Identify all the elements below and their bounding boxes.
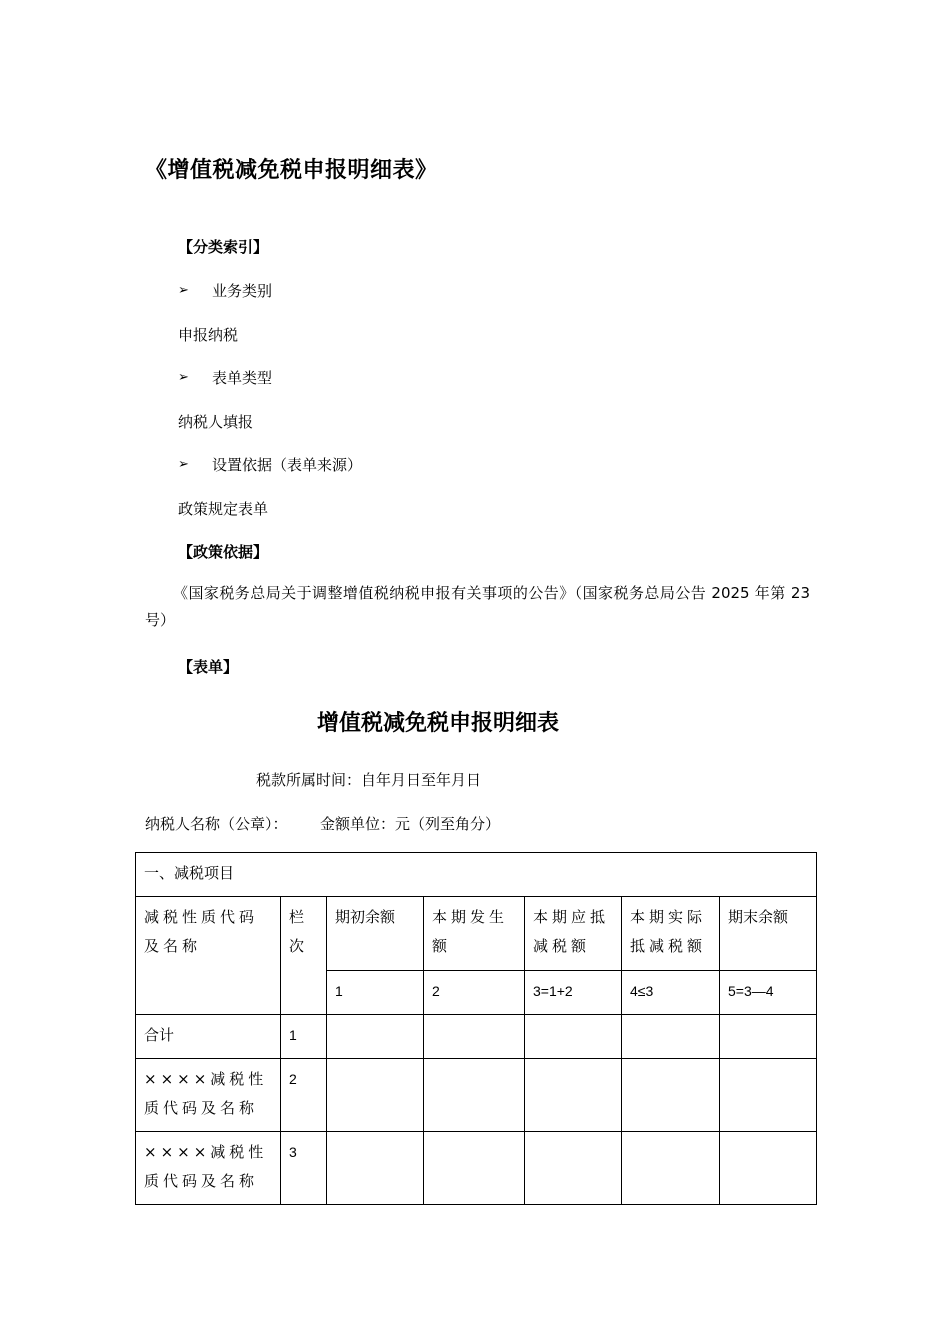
section-title-cell: 一、减税项目 (136, 853, 817, 897)
policy-text: 《国家税务总局关于调整增值税纳税申报有关事项的公告》（国家税务总局公告 2025 年第 23 号） (145, 584, 810, 629)
row-line: 3 (281, 1132, 327, 1205)
table-row (136, 1015, 817, 1059)
classification-item-basis (178, 454, 362, 475)
taxpayer-name-label: 纳税人名称（公章）： (145, 815, 288, 833)
row-line: 1 (281, 1015, 327, 1059)
header-opening-balance: 期初余额 (327, 897, 424, 971)
classification-value: 纳税人填报 (178, 413, 254, 431)
tax-period: 税款所属时间：自年月日至年月日 (256, 771, 482, 789)
header-line: 栏次 (281, 897, 327, 1015)
row-name: ××××减税性质代码及名称 (136, 1059, 281, 1132)
classification-label: 业务类别 (212, 282, 273, 300)
classification-label: 表单类型 (212, 369, 273, 387)
actual-input[interactable] (622, 1059, 720, 1132)
classification-value: 申报纳税 (178, 326, 239, 344)
closing-input[interactable] (720, 1132, 817, 1205)
current-input[interactable] (424, 1132, 525, 1205)
arrow-bullet-icon: ➢ (178, 370, 189, 385)
classification-item-business (178, 280, 272, 301)
formula-cell: 5=3—4 (720, 971, 817, 1015)
row-name: ××××减税性质代码及名称 (136, 1132, 281, 1205)
tax-reduction-table (135, 852, 817, 1205)
policy-heading: 【政策依据】 (178, 543, 269, 561)
closing-input[interactable] (720, 1059, 817, 1132)
header-code-name: 减税性质代码及名称 (136, 897, 281, 1015)
actual-input[interactable] (622, 1015, 720, 1059)
row-name: 合计 (136, 1015, 281, 1059)
deductible-input[interactable] (525, 1015, 622, 1059)
formula-cell: 2 (424, 971, 525, 1015)
document-title: 《增值税减免税申报明细表》 (145, 158, 438, 183)
amount-unit: 金额单位：元（列至角分） (320, 815, 501, 833)
table-row (136, 1132, 817, 1205)
current-input[interactable] (424, 1059, 525, 1132)
opening-input[interactable] (327, 1132, 424, 1205)
classification-item-form-type (178, 367, 272, 388)
formula-cell: 3=1+2 (525, 971, 622, 1015)
header-current-amount: 本期发生额 (424, 897, 525, 971)
formula-cell: 4≤3 (622, 971, 720, 1015)
header-closing-balance: 期末余额 (720, 897, 817, 971)
deductible-input[interactable] (525, 1132, 622, 1205)
formula-cell: 1 (327, 971, 424, 1015)
classification-value: 政策规定表单 (178, 500, 269, 518)
classification-label: 设置依据（表单来源） (212, 456, 363, 474)
closing-input[interactable] (720, 1015, 817, 1059)
form-heading: 【表单】 (178, 658, 239, 676)
header-deductible: 本期应抵减税额 (525, 897, 622, 971)
form-title: 增值税减免税申报明细表 (316, 711, 559, 736)
row-line: 2 (281, 1059, 327, 1132)
actual-input[interactable] (622, 1132, 720, 1205)
current-input[interactable] (424, 1015, 525, 1059)
table-row (136, 1059, 817, 1132)
arrow-bullet-icon: ➢ (178, 457, 189, 472)
classification-heading: 【分类索引】 (178, 238, 269, 256)
deductible-input[interactable] (525, 1059, 622, 1132)
opening-input[interactable] (327, 1059, 424, 1132)
opening-input[interactable] (327, 1015, 424, 1059)
header-actual-deduction: 本期实际抵减税额 (622, 897, 720, 971)
arrow-bullet-icon: ➢ (178, 283, 189, 298)
